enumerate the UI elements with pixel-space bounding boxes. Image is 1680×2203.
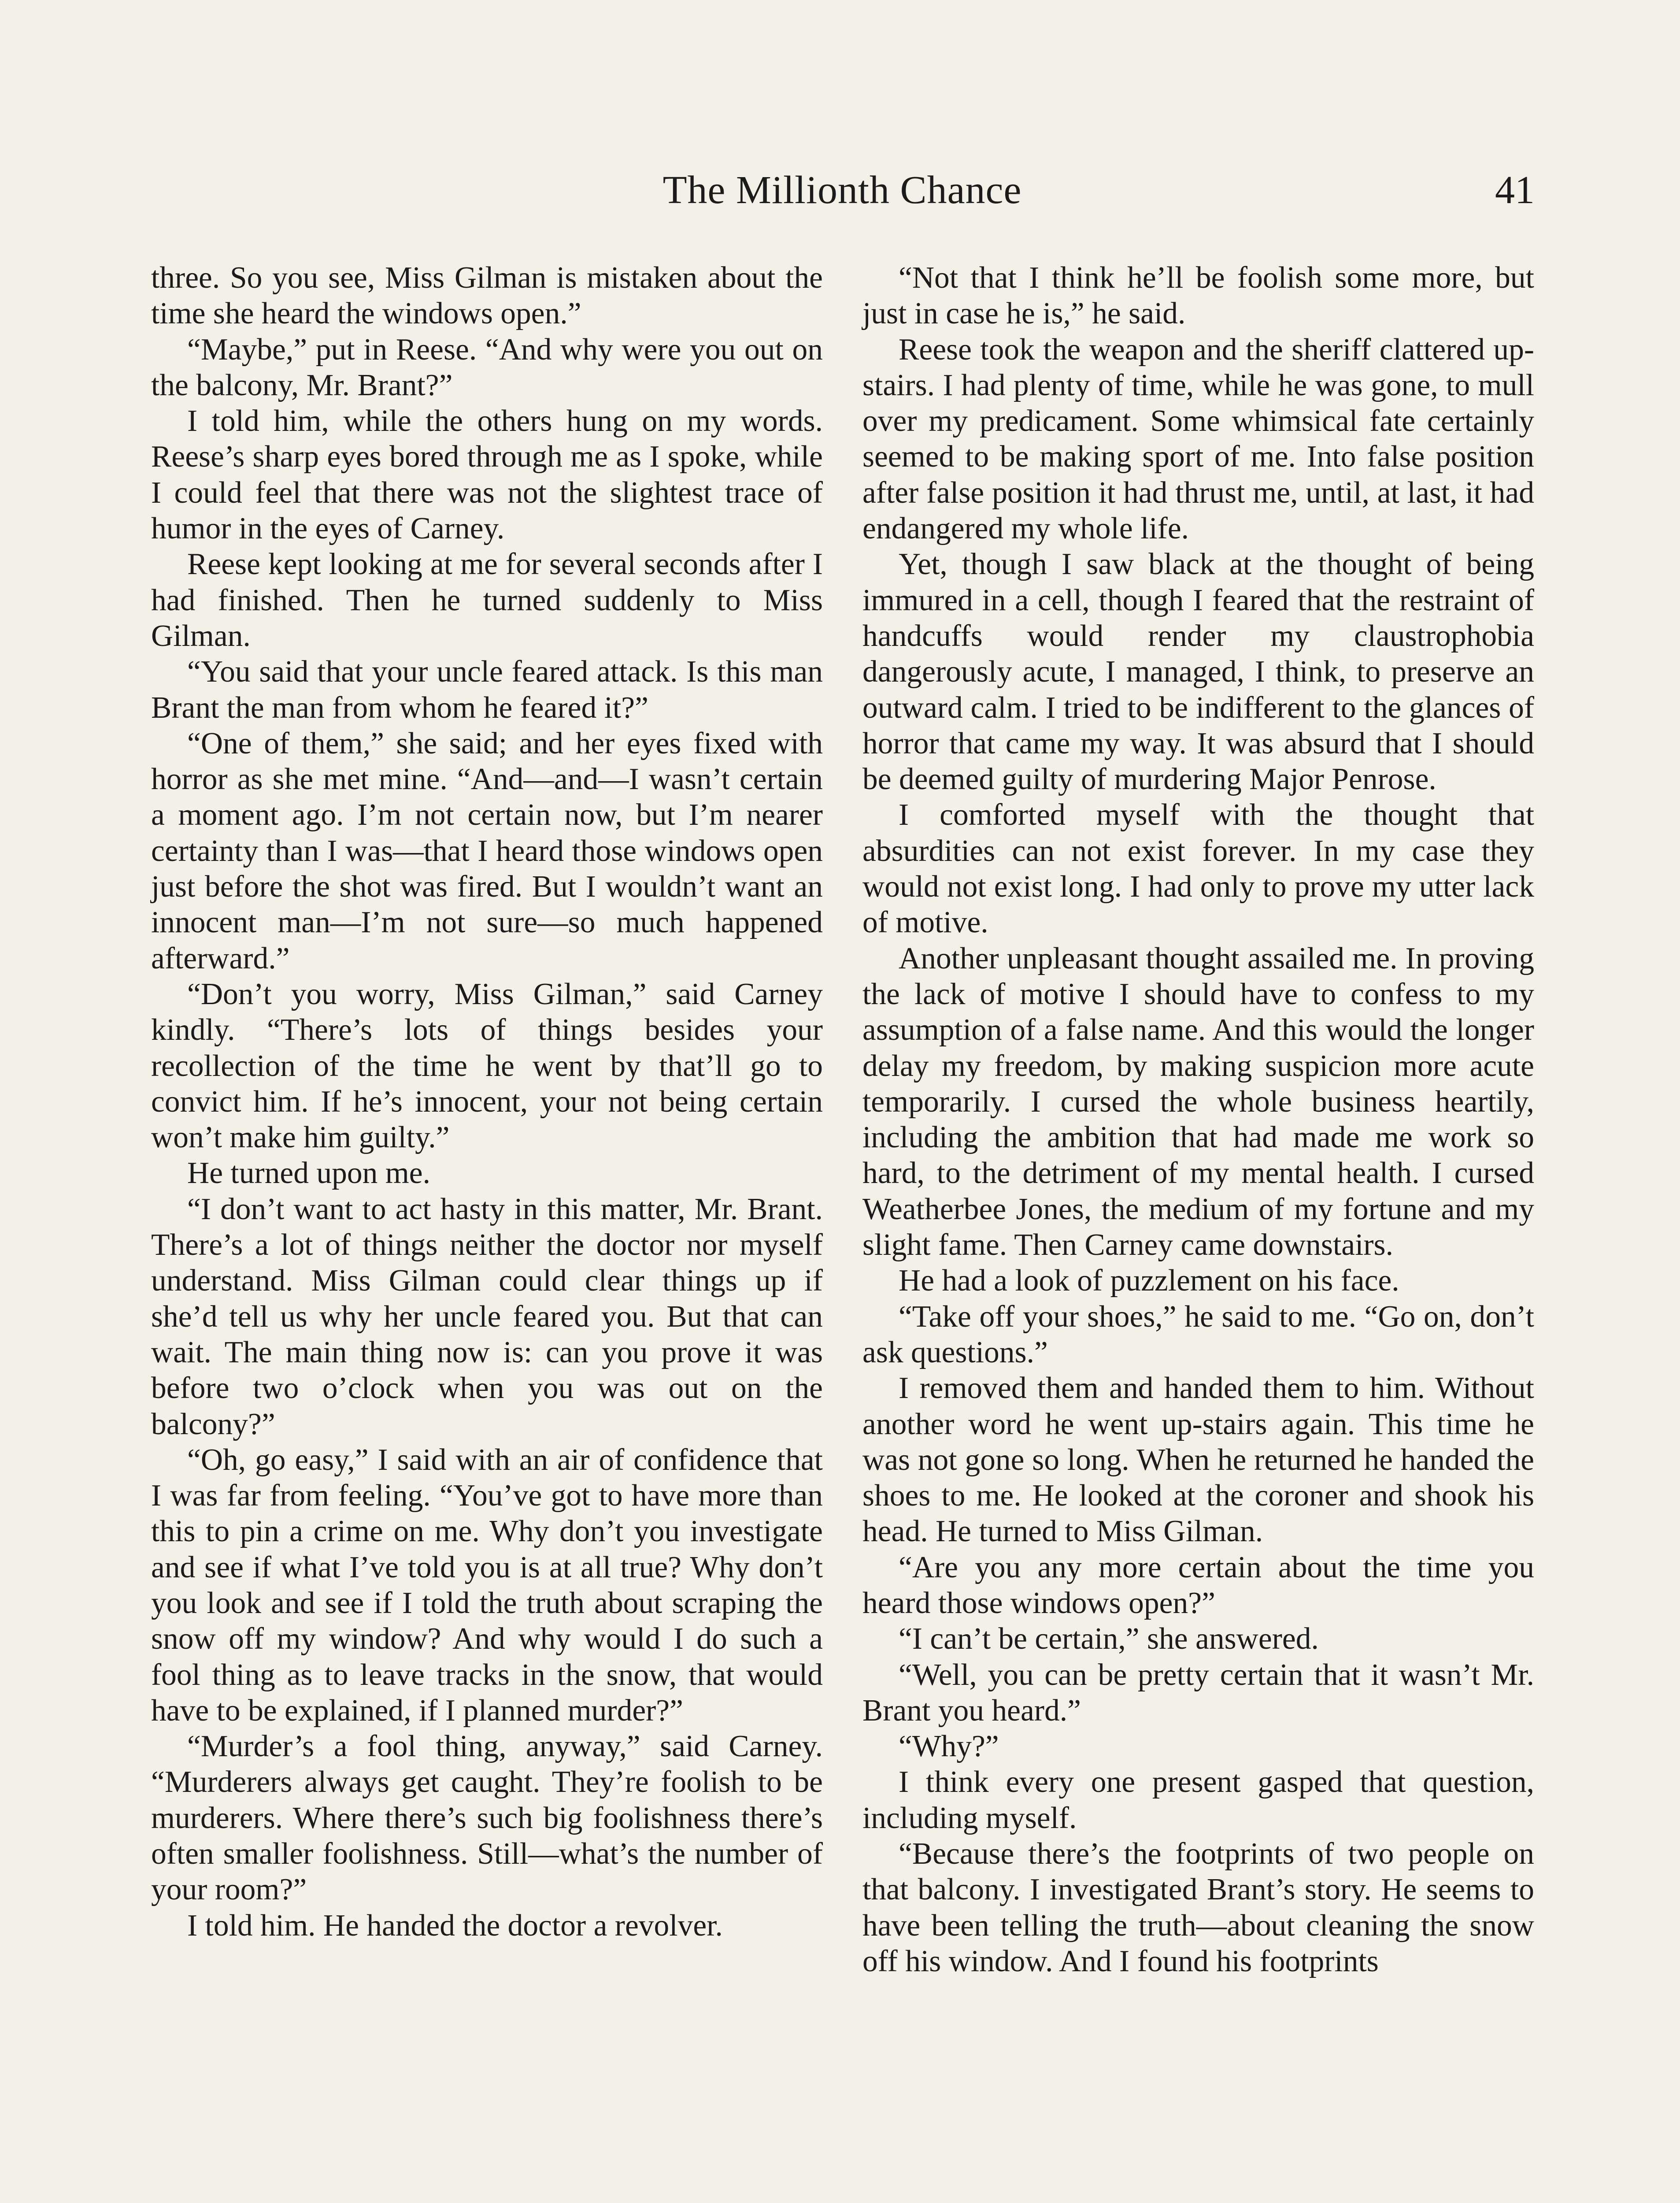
paragraph: He had a look of puzzlement on his face.	[899, 1264, 1399, 1298]
running-header	[150, 167, 1535, 229]
paragraph: “Are you any more certain about the time you heard those windows open?”	[862, 1550, 1534, 1620]
page-number: 41	[1495, 168, 1535, 212]
left-column	[151, 260, 823, 1943]
paragraph: He turned upon me.	[187, 1156, 430, 1191]
paragraph: I told him, while the others hung on my words. Reese’s sharp eyes bored through me as I spoke, while I could feel that there was not the slightest trace of humor in the eyes of Carney.	[151, 404, 823, 546]
paragraph: “Why?”	[899, 1729, 999, 1764]
paragraph: “Maybe,” put in Reese. “And why were you out on the balcony, Mr. Brant?”	[151, 332, 823, 402]
right-column	[862, 260, 1534, 1979]
paragraph: “You said that your uncle feared attack. Is this man Brant the man from whom he feared it?”	[151, 655, 823, 725]
paragraph: “One of them,” she said; and her eyes fixed with horror as she met mine. “And—and—I wasn’t certain a moment ago. I’m not certain now, but I’m nearer certainty than I was—that I heard those windows open just before the shot was fired. But I wouldn’t want an innocent man—I’m not sure—so much happened afterward.”	[151, 726, 823, 975]
paragraph: I removed them and handed them to him. Without another word he went up-stairs again. This time he was not gone so long. When he returned he handed the shoes to me. He looked at the coroner and shook his head. He turned to Miss Gilman.	[862, 1371, 1534, 1549]
paragraph: “I don’t want to act hasty in this matter, Mr. Brant. There’s a lot of things neither the doctor nor myself understand. Miss Gilman could clear things up if she’d tell us why her uncle feared you. But that can wait. The main thing now is: can you prove it was before two o’clock when you was out on the balcony?”	[151, 1192, 823, 1441]
paragraph: I comforted myself with the thought that absurdities can not exist forever. In my case they would not exist long. I had only to prove my utter lack of motive.	[862, 798, 1534, 940]
paragraph: I told him. He handed the doctor a revolver.	[187, 1908, 723, 1943]
paragraph: “Well, you can be pretty certain that it wasn’t Mr. Brant you heard.”	[862, 1658, 1534, 1728]
running-title: The Millionth Chance	[662, 168, 1022, 212]
paragraph: Reese took the weapon and the sheriff clattered up-stairs. I had plenty of time, while he was gone, to mull over my predicament. Some whimsical fate certainly seemed to be making sport of me. Into false position after false position it had thrust me, until, at last, it had endangered my whole life.	[862, 332, 1534, 546]
paragraph: I think every one present gasped that question, including myself.	[862, 1765, 1534, 1835]
paragraph: “Not that I think he’ll be foolish some more, but just in case he is,” he said.	[862, 261, 1534, 331]
paragraph: Reese kept looking at me for several seconds after I had finished. Then he turned suddenly to Miss Gilman.	[151, 547, 823, 653]
paragraph: “Oh, go easy,” I said with an air of confidence that I was far from feeling. “You’ve got to have more than this to pin a crime on me. Why don’t you investigate and see if what I’ve told you is at all true? Why don’t you look and see if I told the truth about scraping the snow off my window? And why would I do such a fool thing as to leave tracks in the snow, that would have to be explained, if I planned murder?”	[151, 1443, 823, 1728]
paragraph: Another unpleasant thought assailed me. In proving the lack of motive I should have to confess to my assumption of a false name. And this would the longer delay my freedom, by making suspicion more acute temporarily. I cursed the whole business heartily, including the ambition that had made me work so hard, to the detriment of my mental health. I cursed Weatherbee Jones, the medium of my fortune and my slight fame. Then Carney came downstairs.	[862, 941, 1534, 1262]
paragraph: “Don’t you worry, Miss Gilman,” said Carney kindly. “There’s lots of things besides your recollection of the time he went by that’ll go to convict him. If he’s innocent, your not being certain won’t make him guilty.”	[151, 977, 823, 1155]
paragraph: three. So you see, Miss Gilman is mistaken about the time she heard the windows open.”	[151, 261, 823, 331]
paragraph: “Murder’s a fool thing, anyway,” said Carney. “Murderers always get caught. They’re foolish to be murderers. Where there’s such big foolishness there’s often smaller foolishness. Still—what’s the number of your room?”	[151, 1729, 823, 1907]
paragraph: Yet, though I saw black at the thought of being immured in a cell, though I feared that the restraint of handcuffs would render my claustrophobia dangerously acute, I managed, I think, to preserve an outward calm. I tried to be indifferent to the glances of horror that came my way. It was absurd that I should be deemed guilty of murdering Major Penrose.	[862, 547, 1534, 797]
paragraph: “Take off your shoes,” he said to me. “Go on, don’t ask questions.”	[862, 1299, 1534, 1369]
paragraph: “Because there’s the footprints of two people on that balcony. I investigated Brant’s story. He seems to have been telling the truth—about cleaning the snow off his window. And I found his footprints	[862, 1837, 1534, 1978]
paragraph: “I can’t be certain,” she answered.	[899, 1622, 1319, 1656]
